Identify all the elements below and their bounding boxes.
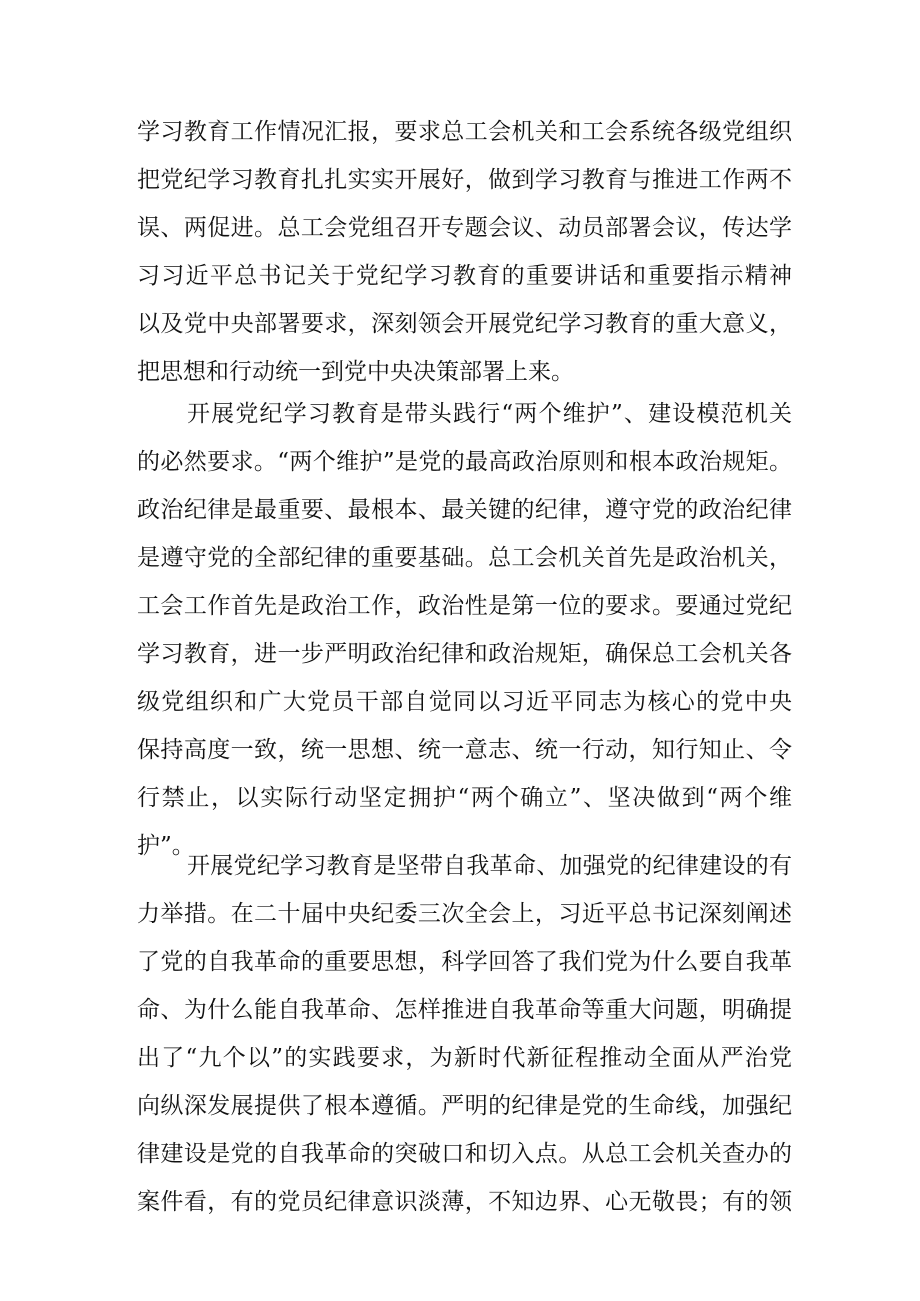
text-line: 的必然要求。“两个维护”是党的最高政治原则和根本政治规矩。 — [137, 449, 792, 475]
text-line: 护”。 — [137, 833, 195, 859]
text-line: 开展党纪学习教育是坚带自我革命、加强党的纪律建设的有 — [187, 853, 792, 879]
text-line: 习习近平总书记关于党纪学习教育的重要讲话和重要指示精神 — [137, 263, 792, 289]
text-line: 把党纪学习教育扎扎实实开展好，做到学习教育与推进工作两不 — [137, 167, 792, 193]
text-line: 律建设是党的自我革命的突破口和切入点。从总工会机关查办的 — [137, 1141, 792, 1167]
text-line: 政治纪律是最重要、最根本、最关键的纪律，遵守党的政治纪律 — [137, 497, 792, 523]
paragraph-3 — [137, 842, 792, 1226]
paragraph-2 — [137, 390, 792, 870]
text-line: 把思想和行动统一到党中央决策部署上来。 — [137, 359, 574, 385]
text-line: 级党组织和广大党员干部自觉同以习近平同志为核心的党中央 — [137, 689, 792, 715]
text-line: 向纵深发展提供了根本遵循。严明的纪律是党的生命线，加强纪 — [137, 1093, 792, 1119]
text-line: 学习教育，进一步严明政治纪律和政治规矩，确保总工会机关各 — [137, 641, 792, 667]
text-line: 命、为什么能自我革命、怎样推进自我革命等重大问题，明确提 — [137, 997, 792, 1023]
text-line: 行禁止，以实际行动坚定拥护“两个确立”、坚决做到“两个维 — [137, 785, 792, 811]
text-line: 保持高度一致，统一思想、统一意志、统一行动，知行知止、令 — [137, 737, 792, 763]
text-line: 开展党纪学习教育是带头践行“两个维护”、建设模范机关 — [187, 401, 792, 427]
text-line: 力举措。在二十届中央纪委三次全会上，习近平总书记深刻阐述 — [137, 901, 792, 927]
text-line: 了党的自我革命的重要思想，科学回答了我们党为什么要自我革 — [137, 949, 792, 975]
text-line: 以及党中央部署要求，深刻领会开展党纪学习教育的重大意义， — [137, 311, 792, 337]
paragraph-1 — [137, 108, 792, 396]
text-line: 出了“九个以”的实践要求，为新时代新征程推动全面从严治党 — [137, 1045, 792, 1071]
text-line: 是遵守党的全部纪律的重要基础。总工会机关首先是政治机关， — [137, 545, 792, 571]
text-line: 学习教育工作情况汇报，要求总工会机关和工会系统各级党组织 — [137, 119, 792, 145]
text-line: 误、两促进。总工会党组召开专题会议、动员部署会议，传达学 — [137, 215, 792, 241]
text-line: 案件看，有的党员纪律意识淡薄，不知边界、心无敬畏；有的领 — [137, 1189, 792, 1215]
text-line: 工会工作首先是政治工作，政治性是第一位的要求。要通过党纪 — [137, 593, 792, 619]
